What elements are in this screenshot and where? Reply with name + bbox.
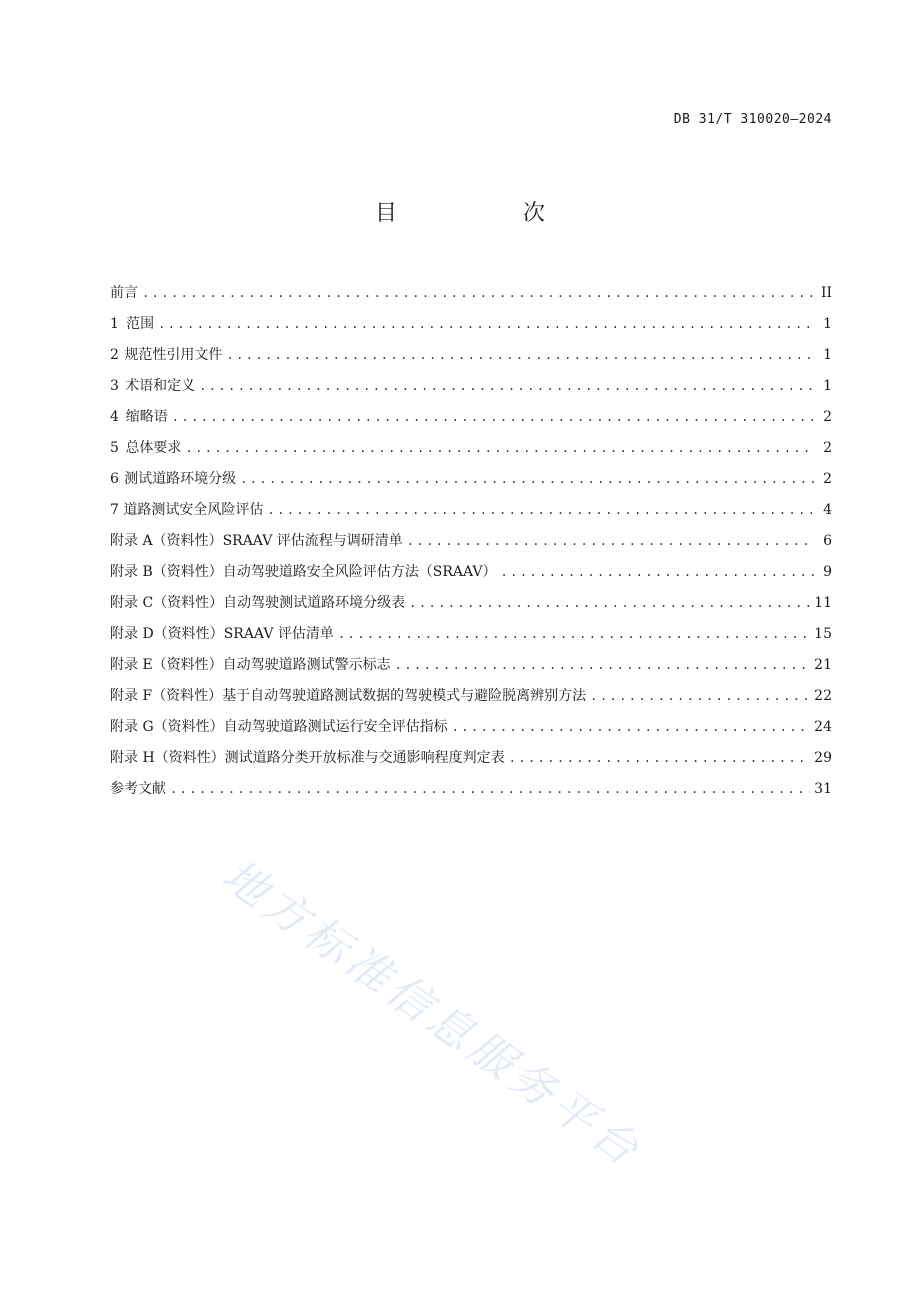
toc-page-number: 1 bbox=[823, 316, 832, 332]
toc-entry-label: 基于自动驾驶道路测试数据的驾驶模式与避险脱离辨别方法 bbox=[222, 688, 587, 704]
toc-entry-6[interactable] bbox=[110, 464, 832, 495]
page-title: 目 次 bbox=[374, 201, 597, 226]
toc-page-number: 15 bbox=[814, 626, 832, 642]
toc-appendix-d[interactable] bbox=[110, 619, 832, 650]
toc-appendix-f[interactable] bbox=[110, 681, 832, 712]
toc-entry-number: 4 bbox=[110, 409, 119, 425]
toc-entry-label: 规范性引用文件 bbox=[124, 347, 223, 363]
toc-appendix-g[interactable] bbox=[110, 712, 832, 743]
toc-leader-dots bbox=[338, 619, 810, 650]
toc-leader-dots bbox=[409, 588, 810, 619]
toc-entry-label: SRAAV 评估流程与调研清单 bbox=[222, 533, 403, 549]
toc-entry-number: 1 bbox=[110, 316, 119, 332]
toc-appendix-prefix: 附录 E（资料性） bbox=[110, 657, 223, 673]
toc-entry-4[interactable] bbox=[110, 402, 832, 433]
toc-entry-number: 7 bbox=[110, 502, 119, 518]
toc-page-number: 1 bbox=[823, 378, 832, 394]
toc-page-number: 21 bbox=[814, 657, 832, 673]
toc-entry-label: 测试道路分类开放标准与交通影响程度判定表 bbox=[224, 750, 505, 766]
toc-page-number: 2 bbox=[823, 471, 832, 487]
toc-appendix-prefix: 附录 H（资料性） bbox=[110, 750, 225, 766]
toc-leader-dots bbox=[199, 371, 814, 402]
toc-entry-3[interactable] bbox=[110, 371, 832, 402]
toc-leader-dots bbox=[185, 433, 814, 464]
toc-page-number: 6 bbox=[823, 533, 832, 549]
toc-entry-label: 范围 bbox=[126, 316, 155, 332]
toc-page-number: 29 bbox=[814, 750, 832, 766]
toc-entry-label: 自动驾驶测试道路环境分级表 bbox=[223, 595, 406, 611]
toc-entry-5[interactable] bbox=[110, 433, 832, 464]
toc-appendix-prefix: 附录 B（资料性） bbox=[110, 564, 223, 580]
toc-page-number: 1 bbox=[823, 347, 832, 363]
toc-appendix-prefix: 附录 D（资料性） bbox=[110, 626, 224, 642]
toc-appendix-h[interactable] bbox=[110, 743, 832, 774]
toc-entry-number: 5 bbox=[110, 440, 119, 456]
toc-leader-dots bbox=[452, 712, 811, 743]
toc-entry-1[interactable] bbox=[110, 309, 832, 340]
toc-appendix-prefix: 附录 C（资料性） bbox=[110, 595, 224, 611]
toc-page-number: 2 bbox=[823, 409, 832, 425]
toc-leader-dots bbox=[158, 309, 814, 340]
toc-page-number: 4 bbox=[823, 502, 832, 518]
toc-leader-dots bbox=[407, 526, 814, 557]
toc-entry-label: 自动驾驶道路安全风险评估方法（SRAAV） bbox=[222, 564, 497, 580]
toc-leader-dots bbox=[226, 340, 814, 371]
toc-page-number: 22 bbox=[814, 688, 832, 704]
toc-entry-number: 2 bbox=[110, 347, 119, 363]
toc-entry-7[interactable] bbox=[110, 495, 832, 526]
toc-entry-label: 术语和定义 bbox=[125, 378, 196, 394]
toc-entry-label: 自动驾驶道路测试运行安全评估指标 bbox=[223, 719, 448, 735]
toc-entry-label: 前言 bbox=[110, 285, 138, 301]
toc-appendix-prefix: 附录 G（资料性） bbox=[110, 719, 224, 735]
standard-code: DB 31/T 310020—2024 bbox=[673, 112, 832, 127]
toc-appendix-c[interactable] bbox=[110, 588, 832, 619]
toc-leader-dots bbox=[267, 495, 814, 526]
toc-leader-dots bbox=[590, 681, 810, 712]
toc-appendix-a[interactable] bbox=[110, 526, 832, 557]
toc-leader-dots bbox=[509, 743, 811, 774]
toc-page-number: II bbox=[820, 285, 832, 301]
toc-entry-label: 参考文献 bbox=[110, 781, 166, 797]
toc-page-number: 11 bbox=[814, 595, 832, 611]
toc-entry-number: 3 bbox=[110, 378, 119, 394]
toc-page-number: 2 bbox=[823, 440, 832, 456]
toc-leader-dots bbox=[395, 650, 811, 681]
toc-entry-label: 自动驾驶道路测试警示标志 bbox=[222, 657, 391, 673]
toc-entry-label: SRAAV 评估清单 bbox=[223, 626, 334, 642]
toc-leader-dots bbox=[170, 774, 810, 805]
toc-appendix-prefix: 附录 F（资料性） bbox=[110, 688, 223, 704]
toc-appendix-e[interactable] bbox=[110, 650, 832, 681]
toc-entry-label: 道路测试安全风险评估 bbox=[123, 502, 264, 518]
toc-leader-dots bbox=[240, 464, 814, 495]
toc-leader-dots bbox=[172, 402, 814, 433]
toc-page-number: 31 bbox=[814, 781, 832, 797]
table-of-contents bbox=[110, 278, 832, 805]
toc-entry-label: 测试道路环境分级 bbox=[124, 471, 237, 487]
toc-entry-label: 缩略语 bbox=[125, 409, 168, 425]
watermark: 地方标准信息服务平台 bbox=[212, 849, 652, 1179]
toc-entry-references[interactable] bbox=[110, 774, 832, 805]
toc-page-number: 24 bbox=[814, 719, 832, 735]
toc-appendix-b[interactable] bbox=[110, 557, 832, 588]
toc-entry-2[interactable] bbox=[110, 340, 832, 371]
toc-leader-dots bbox=[142, 278, 814, 309]
toc-entry-foreword[interactable] bbox=[110, 278, 832, 309]
toc-entry-number: 6 bbox=[110, 471, 119, 487]
toc-page-number: 9 bbox=[823, 564, 832, 580]
toc-appendix-prefix: 附录 A（资料性） bbox=[110, 533, 223, 549]
toc-entry-label: 总体要求 bbox=[125, 440, 182, 456]
toc-leader-dots bbox=[501, 557, 814, 588]
